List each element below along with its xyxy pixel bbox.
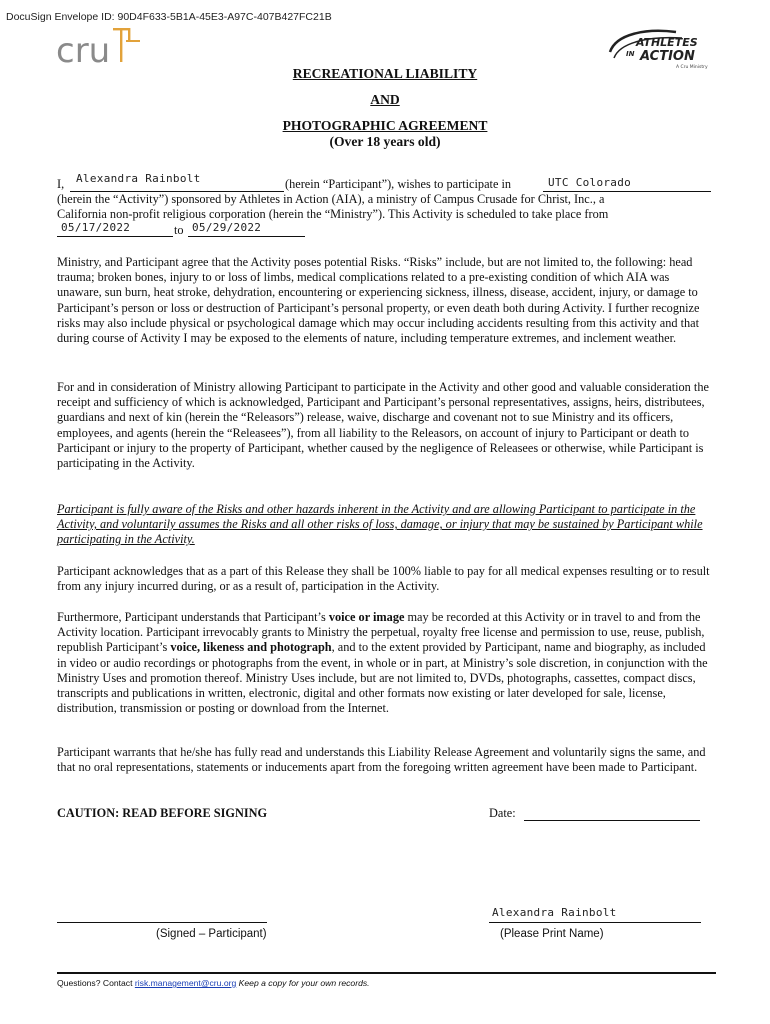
aia-logo-sub: A Cru Ministry xyxy=(676,65,708,70)
form-line-3: California non-profit religious corporation (herein the “Ministry”). This Activity is scheduled to take place from xyxy=(57,207,609,221)
envelope-id: DocuSign Envelope ID: 90D4F633-5B1A-45E3-A97C-407B427FC21B xyxy=(6,11,332,23)
risks-paragraph xyxy=(57,255,717,346)
date-field[interactable] xyxy=(524,806,700,821)
risks-text: Ministry, and Participant agree that the Activity poses potential Risks. “Risks” include, but are not limited to, the following: head trauma; broken bones, injury to or loss of limbs, medical complications related to a pre-existing condition of which AIA was unaware, sun burn, heat stroke, dehydration, encountering or experiencing sickness, illness, disease, accident, injury, or damage to Participant’s person or loss or destruction of Participant’s personal property, or even death both during Activity. I further recognize risks may also include physical or psychological damage which may occur including accidents resulting from this activity and that during course of Activity I may be exposed to the elements of nature, including temperature extremes, and inclement weather. xyxy=(57,255,700,346)
end-date-value: 05/29/2022 xyxy=(192,221,262,234)
caution-label: CAUTION: READ BEFORE SIGNING xyxy=(57,806,268,820)
form-mid-text: (herein “Participant”), wishes to participate in xyxy=(285,177,512,191)
release-paragraph xyxy=(57,380,717,471)
printed-name-value: Alexandra Rainbolt xyxy=(492,906,617,919)
warrant-paragraph xyxy=(57,745,717,775)
cru-logo-text: cru xyxy=(56,31,111,68)
photo-paragraph xyxy=(57,610,717,716)
date-label: Date: xyxy=(489,806,516,820)
photo-text-a: Furthermore, Participant understands that Participant’s xyxy=(57,610,329,624)
photo-text-d: voice, likeness and photograph xyxy=(170,640,332,655)
photo-text-e: , and to the extent provided by Participant, name and biography, as included in video or audio recordings or photographs from the event, in whole or in part, at Ministry’s sole discretion, in conjunction with the Ministry Uses and promotion thereof. Ministry Uses include, but are not limited to, DVDs, photographs, cassettes, compact discs, transcripts and publications in written, electronic, digital and other formats now existing or later developed for sale, license, distribution, transmission or posting or download from the Internet. xyxy=(57,640,708,716)
footer-note: Keep a copy for your own records. xyxy=(238,978,370,988)
medical-text: Participant acknowledges that as a part of this Release they shall be 100% liable to pay for all medical expenses resulting or to result from any injury incurred during, or as a result of, participation in the Activity. xyxy=(57,564,710,594)
form-to: to xyxy=(174,223,184,237)
print-caption: (Please Print Name) xyxy=(500,928,604,940)
title-line-3: PHOTOGRAPHIC AGREEMENT xyxy=(282,118,488,133)
aware-text: Participant is fully aware of the Risks and other hazards inherent in the Activity and are allowing Participant to participate in the Activity, and voluntarily assumes the Risks and all other risks of loss, damage, or injury that may be sustained by Participant while participating in the Activity. xyxy=(57,502,703,547)
form-line-2: (herein the “Activity”) sponsored by Athletes in Action (AIA), a ministry of Campus Crusade for Christ, Inc., a xyxy=(57,192,605,206)
printed-name-field[interactable] xyxy=(489,922,701,923)
photo-text-b: voice or image xyxy=(328,610,405,624)
signature-field[interactable] xyxy=(57,922,267,923)
footer-rule xyxy=(57,972,716,974)
medical-paragraph xyxy=(57,564,717,594)
participant-name-value: Alexandra Rainbolt xyxy=(76,172,201,185)
title-line-4: (Over 18 years old) xyxy=(329,134,441,149)
activity-value: UTC Colorado xyxy=(548,176,632,189)
aia-logo-line1: ATHLETES xyxy=(636,36,698,49)
aia-logo-line3: ACTION xyxy=(640,49,695,64)
aia-logo-line2: IN xyxy=(626,50,635,58)
footer xyxy=(57,978,370,988)
warrant-text: Participant warrants that he/she has fully read and understands this Liability Release Agreement and voluntarily signs the same, and that no oral representations, statements or inducements apart from the foregoing written agreement have been made to Participant. xyxy=(57,745,706,775)
signed-caption: (Signed – Participant) xyxy=(156,928,267,940)
title-line-2: AND xyxy=(370,92,400,107)
photo-text-c: may be recorded at this Activity or in travel to and from the Activity location. Participant irrevocably grants to Ministry the perpetual, royalty free license and permission to use, reuse, publish, republish Participant’s xyxy=(57,610,705,655)
aware-paragraph xyxy=(57,502,717,548)
contact-email-link[interactable]: risk.management@cru.org xyxy=(134,978,237,988)
footer-questions: Questions? Contact xyxy=(57,978,133,988)
cru-logo xyxy=(54,24,150,68)
release-text: For and in consideration of Ministry allowing Participant to participate in the Activity and other good and valuable consideration the receipt and sufficiency of which is acknowledged, Participant and Participant’s personal representatives, assigns, heirs, distributees, guardians and next of kin (herein the “Releasors”) release, waive, discharge and covenant not to sue Ministry and its officers, employees, and agents (herein the “Releasees”), from all liability to the Releasors, on account of injury to Participant or death to Participant or injury to the property of Participant, whether caused by the negligence of Releasees or otherwise, while Participant is participating in the Activity. xyxy=(57,380,709,471)
start-date-value: 05/17/2022 xyxy=(61,221,131,234)
form-prefix: I, xyxy=(57,177,65,191)
title-line-1: RECREATIONAL LIABILITY xyxy=(292,66,478,81)
